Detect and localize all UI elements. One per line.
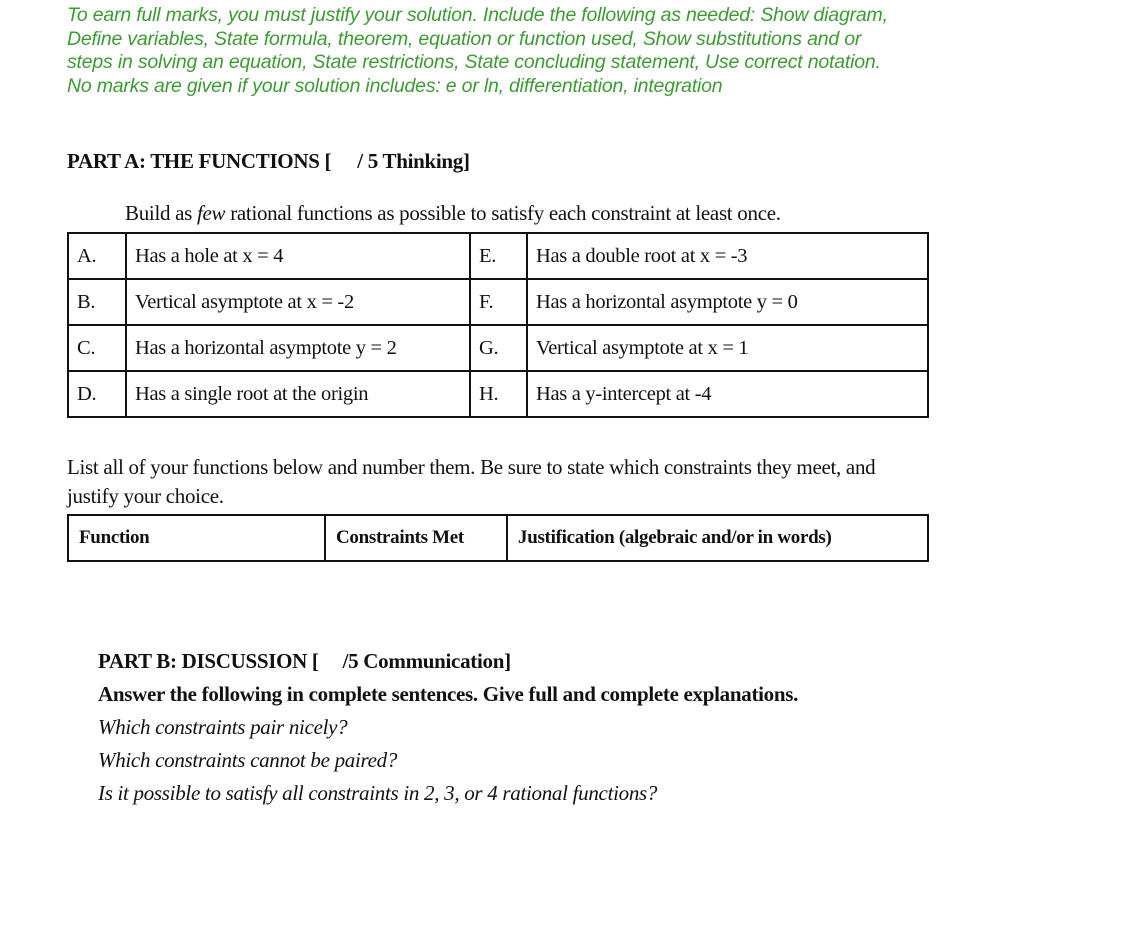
table-row (68, 279, 928, 325)
constraint-letter: A. (68, 233, 126, 279)
constraint-text: Has a single root at the origin (126, 371, 470, 417)
header-function: Function (68, 515, 325, 561)
discussion-question: Which constraints pair nicely? (98, 715, 348, 739)
part-b-title (98, 645, 998, 678)
constraint-letter: E. (470, 233, 527, 279)
constraint-letter: F. (470, 279, 527, 325)
discussion-question: Which constraints cannot be paired? (98, 748, 398, 772)
build-text-emphasis: few (196, 201, 226, 225)
build-text-before: Build as (125, 201, 197, 225)
part-b-title-start: PART B: DISCUSSION [ (98, 649, 319, 673)
constraint-letter: C. (68, 325, 126, 371)
table-header-row (68, 515, 928, 561)
table-row (68, 233, 928, 279)
part-a-title-end: / 5 Thinking] (357, 149, 470, 173)
constraint-text: Has a double root at x = -3 (527, 233, 928, 279)
constraint-letter: G. (470, 325, 527, 371)
part-a-title-start: PART A: THE FUNCTIONS [ (67, 149, 332, 173)
discussion-question: Is it possible to satisfy all constraints in 2, 3, or 4 rational functions? (98, 781, 658, 805)
header-constraints-met: Constraints Met (325, 515, 507, 561)
list-functions-instruction: List all of your functions below and number them. Be sure to state which constraints they meet, and justify your choice. (67, 455, 876, 508)
constraint-text: Has a horizontal asymptote y = 0 (527, 279, 928, 325)
build-text-after: rational functions as possible to satisfy each constraint at least once. (225, 201, 781, 225)
constraint-text: Has a horizontal asymptote y = 2 (126, 325, 470, 371)
table-row (68, 371, 928, 417)
functions-table (67, 514, 929, 562)
header-justification: Justification (algebraic and/or in words) (507, 515, 928, 561)
constraint-letter: H. (470, 371, 527, 417)
build-instruction (125, 201, 781, 226)
constraint-text: Has a y-intercept at -4 (527, 371, 928, 417)
table-row (68, 325, 928, 371)
part-b-prompt: Answer the following in complete sentences. Give full and complete explanations. (98, 682, 799, 706)
part-a-title (67, 149, 470, 174)
constraint-letter: B. (68, 279, 126, 325)
constraints-table (67, 232, 929, 418)
part-b-title-end: /5 Communication] (342, 649, 511, 673)
marking-instructions: To earn full marks, you must justify your solution. Include the following as needed: Show diagram, Define variables, State formula, theorem, equation or function used, Show substitutions and or steps in solving an equation, State restrictions, State concluding statement, Use correct notation. No marks are given if your solution includes: e or ln, differentiation, integration (67, 4, 888, 98)
constraint-text: Vertical asymptote at x = -2 (126, 279, 470, 325)
constraint-letter: D. (68, 371, 126, 417)
constraint-text: Vertical asymptote at x = 1 (527, 325, 928, 371)
constraint-text: Has a hole at x = 4 (126, 233, 470, 279)
part-b-section (98, 645, 998, 810)
